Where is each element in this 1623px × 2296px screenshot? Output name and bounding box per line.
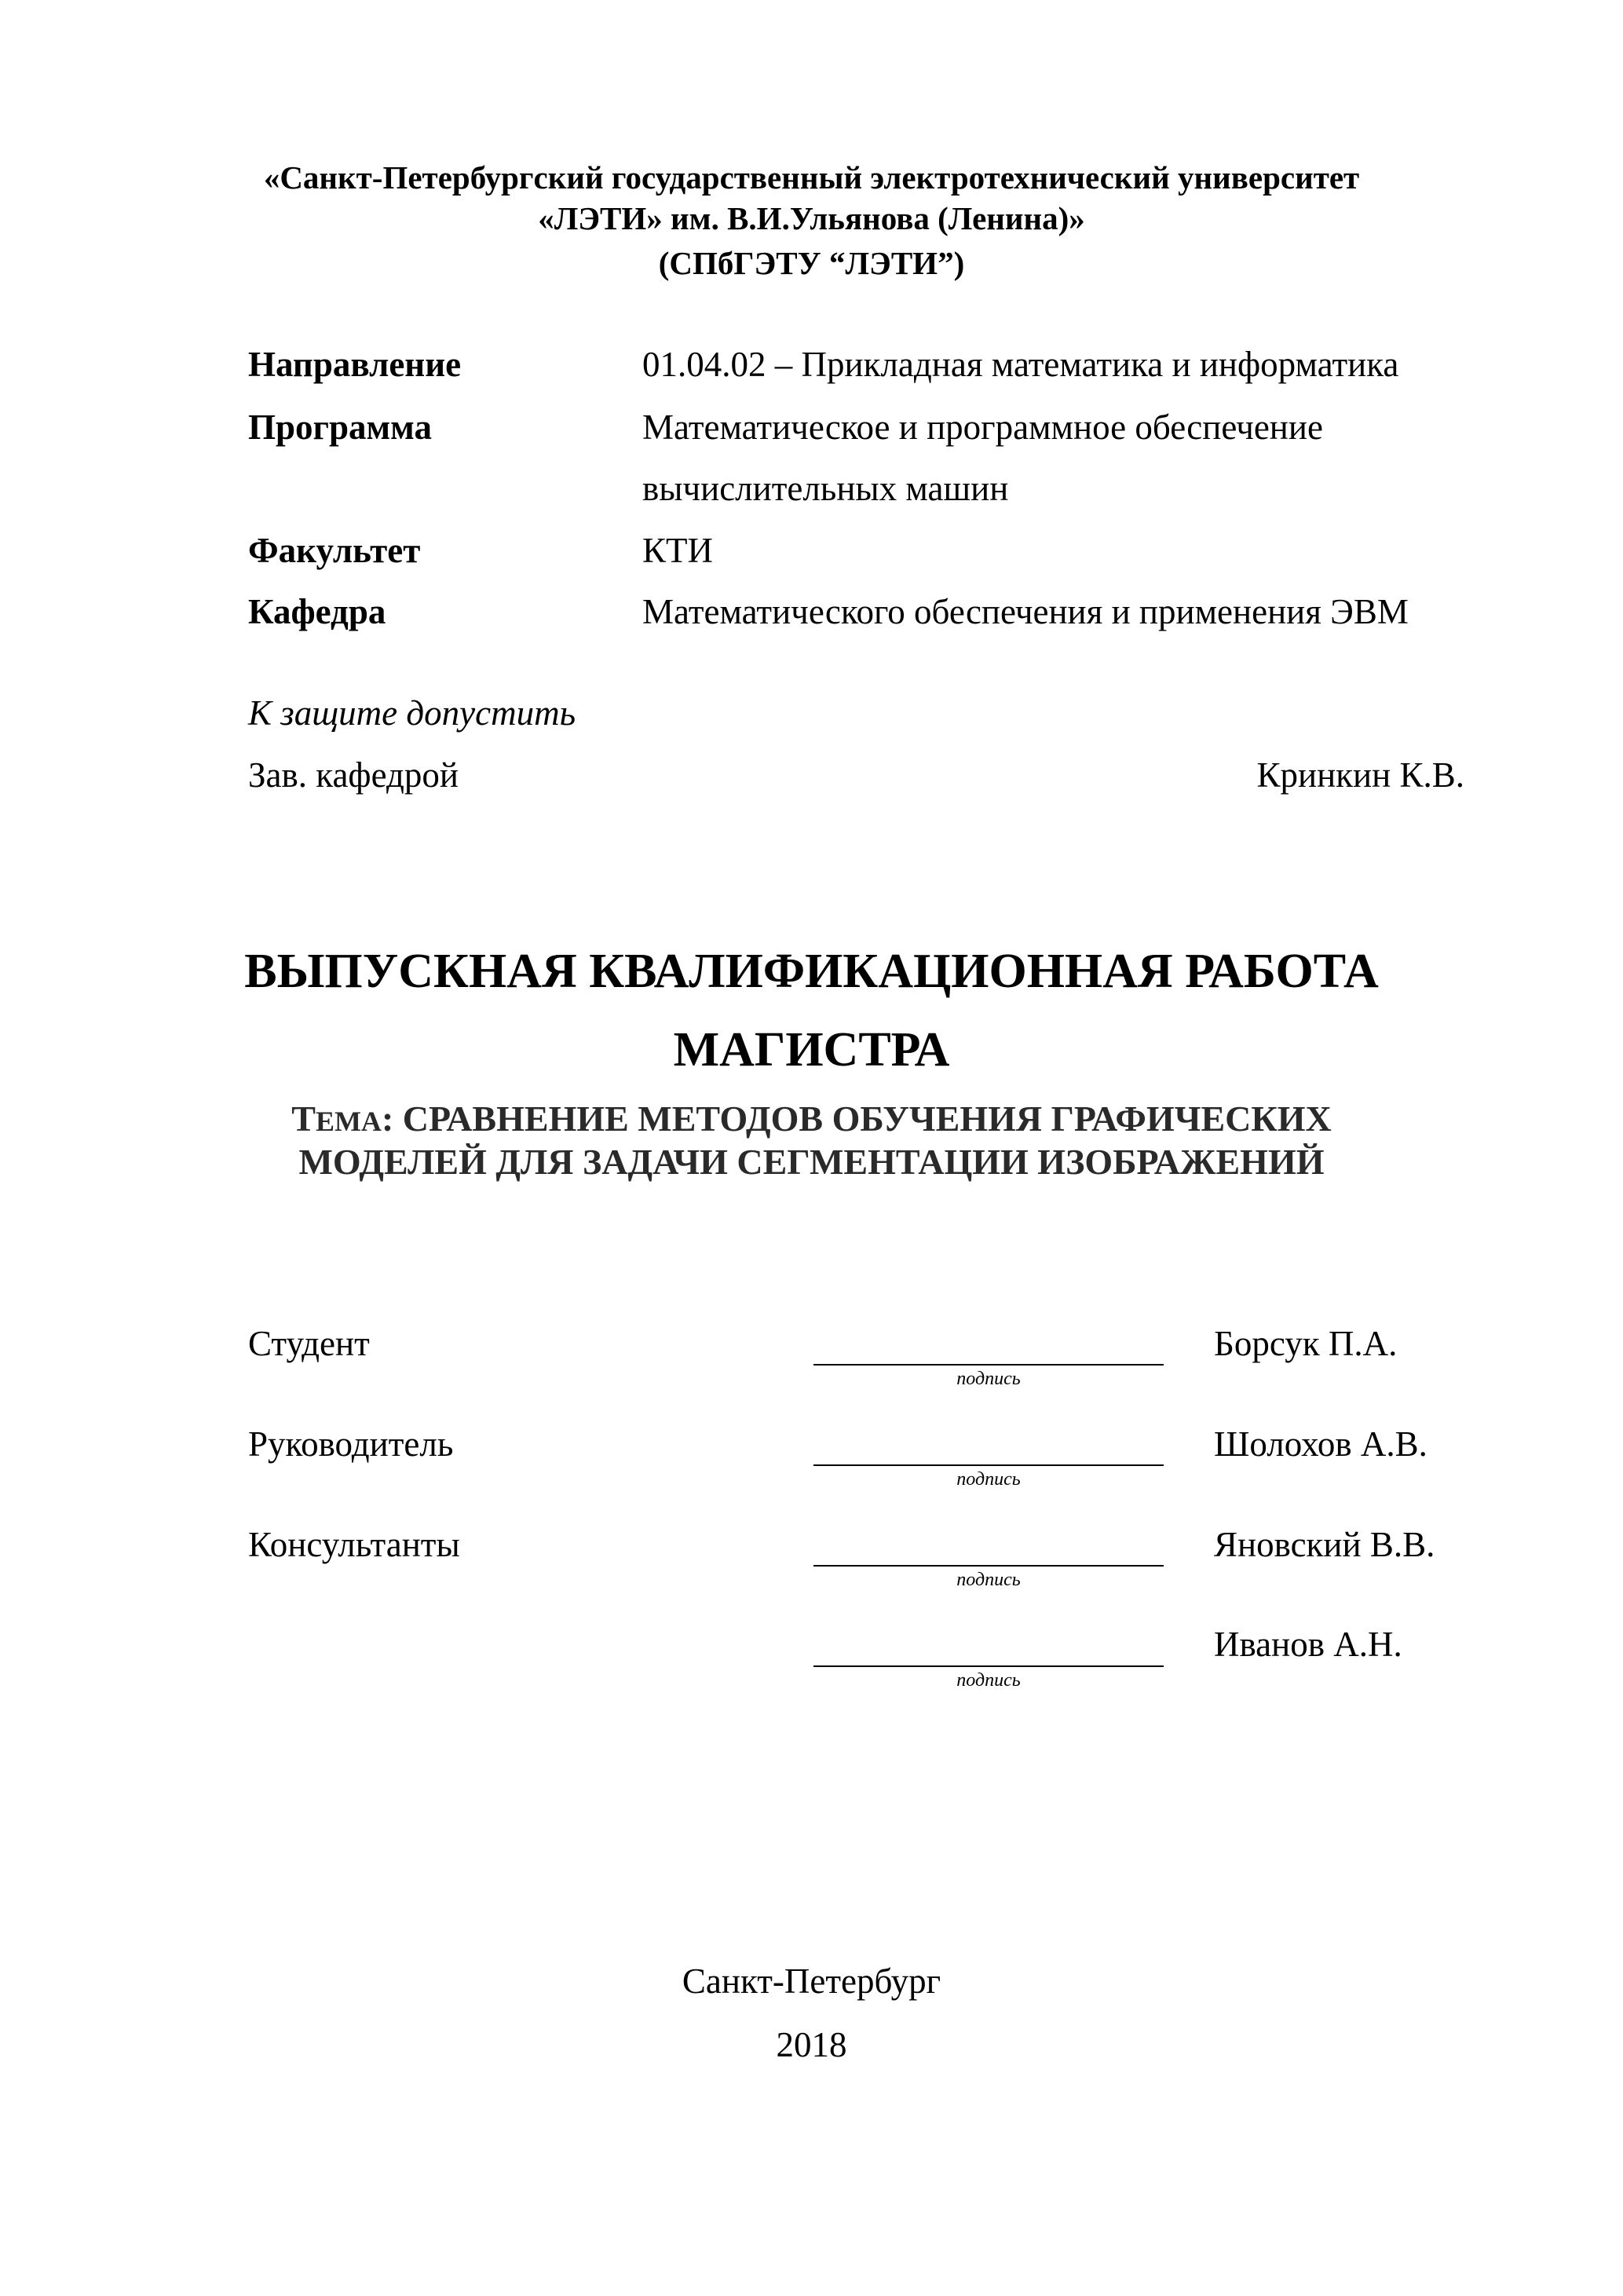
theme-line2: МОДЕЛЕЙ ДЛЯ ЗАДАЧИ СЕГМЕНТАЦИИ ИЗОБРАЖЕНИЙ [298,1142,1325,1182]
theme-prefix-initial: Т [291,1099,316,1139]
approval-role: Зав. кафедрой [248,755,459,795]
value-department: Математического обеспечения и применения ЭВМ [642,592,1409,631]
label-department: Кафедра [248,592,386,631]
signature-caption: подпись [956,1670,1021,1691]
theme-colon: : [381,1099,394,1139]
university-name-line1: «Санкт-Петербургский государственный электротехнический университет [263,159,1360,196]
signature-caption: подпись [956,1570,1021,1590]
theme-prefix-rest: ЕМА [315,1106,382,1137]
value-program: Математическое и программное обеспечение [642,408,1323,447]
value-faculty: КТИ [642,531,713,570]
name-supervisor: Шолохов А.В. [1214,1424,1427,1464]
label-program: Программа [248,408,432,447]
university-name-line2: «ЛЭТИ» им. В.И.Ульянова (Ленина)» [538,200,1085,236]
signature-caption: подпись [956,1369,1021,1389]
role-supervisor: Руководитель [248,1424,454,1464]
signature-line-supervisor [813,1464,1164,1466]
value-direction: 01.04.02 – Прикладная математика и информатика [642,345,1399,384]
document-title-line2: МАГИСТРА [673,1023,950,1077]
approval-note: К защите допустить [248,693,576,733]
role-consultants: Консультанты [248,1525,460,1564]
name-consultant-1: Яновский В.В. [1214,1525,1435,1564]
university-abbr: (СПбГЭТУ “ЛЭТИ”) [658,245,965,281]
label-direction: Направление [248,345,462,384]
label-faculty: Факультет [248,531,421,570]
document-title-line1: ВЫПУСКНАЯ КВАЛИФИКАЦИОННАЯ РАБОТА [244,945,1379,998]
theme-line1 [0,1101,1623,1137]
signature-line-student [813,1364,1164,1366]
theme-text-line1: СРАВНЕНИЕ МЕТОДОВ ОБУЧЕНИЯ ГРАФИЧЕСКИХ [402,1099,1332,1139]
signature-line-consultant-2 [813,1665,1164,1667]
name-student: Борсук П.А. [1214,1324,1398,1363]
value-program-cont: вычислительных машин [642,469,1009,508]
signature-caption: подпись [956,1469,1021,1490]
footer-year: 2018 [776,2025,847,2064]
approval-name: Кринкин К.В. [1256,755,1464,795]
name-consultant-2: Иванов А.Н. [1214,1625,1402,1664]
footer-city: Санкт-Петербург [682,1961,941,2001]
role-student: Студент [248,1324,370,1363]
signature-line-consultant-1 [813,1565,1164,1567]
